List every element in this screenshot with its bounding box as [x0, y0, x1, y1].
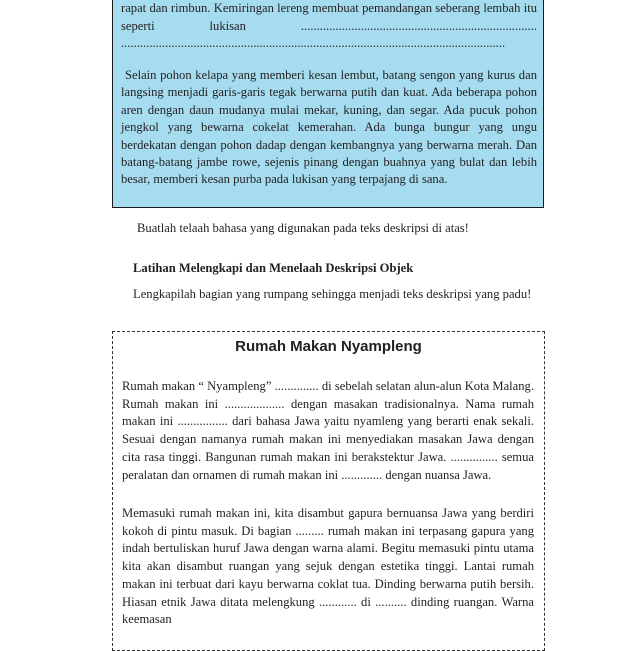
cloze-text-box [112, 331, 545, 651]
description-paragraph-2: Selain pohon kelapa yang memberi kesan lembut, batang sengon yang kurus dan langsing menjadi garis-garis tegak berwarna putih dan kuat. Ada beberapa pohon aren dengan daun mudanya mulai mekar, kuning, dan segar. Ada pucuk pohon jengkol yang bewarna cokelat kemerahan. Ada bunga bungur yang ungu berdekatan dengan pohon dadap dengan kembangnya yang berwarna merah. Dan batang-batang jambe rowe, sejenis pinang dengan buahnya yang bulat dan lebih besar, memberi kesan purba pada lukisan yang terpajang di sana. [121, 68, 537, 187]
instruction-text: Buatlah telaah bahasa yang digunakan pada teks deskripsi di atas! [137, 221, 469, 235]
cloze-title: Rumah Makan Nyampleng [235, 338, 422, 355]
description-text-box [112, 0, 544, 208]
exercise-heading: Latihan Melengkapi dan Menelaah Deskripsi Objek [133, 261, 414, 275]
cloze-paragraph-1: Rumah makan “ Nyampleng” .............. di sebelah selatan alun-alun Kota Malang. Rumah makan ini ................... dengan masakan tradisionalnya. Nama rumah makan ini ................ dari bahasa Jawa yaitu nyamleng yang berarti enak sekali. Sesuai dengan namanya rumah makan ini menyediakan masakan Jawa dengan cita rasa tinggi. Bangunan rumah makan ini berakstektur Jawa. ............... semua peralatan dan ornamen di rumah makan ini ............. dengan nuansa Jawa. [122, 379, 534, 482]
description-paragraph-1: rapat dan rimbun. Kemiringan lereng membuat pemandangan seberang lembah itu seperti lukisan ........................................................................... .......................................................................................................................... [121, 1, 537, 51]
exercise-intro: Lengkapilah bagian yang rumpang sehingga menjadi teks deskripsi yang padu! [133, 287, 532, 301]
cloze-paragraph-2: Memasuki rumah makan ini, kita disambut gapura bernuansa Jawa yang berdiri kokoh di pintu masuk. Di bagian ......... rumah makan ini terpasang gapura yang indah bertuliskan huruf Jawa dengan warna alami. Begitu memasuki pintu utama kita akan disambut ruangan yang sejuk dengan estetika tinggi. Lantai rumah makan ini terbuat dari kayu berwarna coklat tua. Dinding berwarna putih bersih. Hiasan etnik Jawa ditata melengkung ............ di .......... dinding ruangan. Warna keemasan [122, 506, 534, 627]
